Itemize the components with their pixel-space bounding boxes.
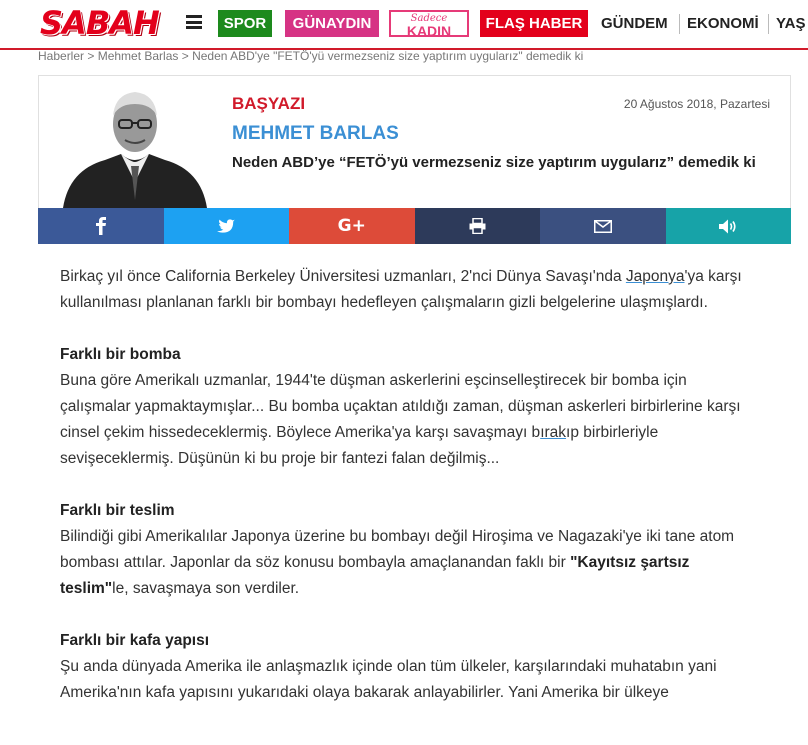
nav-gunaydin[interactable]: GÜNAYDIN [285, 10, 379, 37]
author-name[interactable]: MEHMET BARLAS [232, 123, 399, 144]
article-paragraph: Bilindiği gibi Amerikalılar Japonya üzerine bu bombayı değil Hiroşima ve Nagazaki'ye iki tane atom bombası attılar. Japonlar da söz konusu bombayla amaçlanandan faklı bir "Kayıtsız şartsız teslim"le, savaşmaya son verdiler. [60, 528, 735, 597]
article-body [60, 264, 760, 732]
nav-divider [768, 14, 769, 34]
facebook-icon [95, 217, 107, 235]
author-portrait [59, 82, 211, 208]
article-date: 20 Ağustos 2018, Pazartesi [623, 97, 770, 111]
share-bar [38, 208, 791, 244]
nav-sadece-kadin[interactable] [389, 10, 469, 37]
article-headline: Neden ABD’ye “FETÖ’yü vermezseniz size yaptırım uygularız” demedik ki [232, 154, 756, 171]
nav-yasam[interactable]: YAŞ [776, 15, 806, 32]
hamburger-menu-icon[interactable] [186, 15, 202, 29]
japonya-link[interactable]: Japonya [625, 268, 685, 285]
nav-kadin-large: KADIN [406, 23, 452, 39]
subheading-farkli-teslim: Farklı bir teslim [60, 502, 175, 519]
subheading-farkli-kafa-yapisi: Farklı bir kafa yapısı [60, 632, 210, 649]
listen-button[interactable] [666, 208, 792, 244]
nav-gundem[interactable]: GÜNDEM [601, 15, 668, 32]
twitter-icon [217, 219, 235, 234]
nav-spor[interactable]: SPOR [218, 10, 272, 37]
top-navigation [0, 0, 808, 50]
subheading-farkli-bomba: Farklı bir bomba [60, 346, 181, 363]
breadcrumb[interactable]: Haberler > Mehmet Barlas > Neden ABD'ye "FETÖ'yü vermezseniz size yaptırım uygularız" demedik ki [38, 49, 584, 63]
google-plus-share-button[interactable] [289, 208, 415, 244]
article-paragraph: Birkaç yıl önce California Berkeley Üniversitesi uzmanları, 2'nci Dünya Savaşı'nda Japonya'ya karşı kullanılması planlanan farklı bir bombayı hedefleyen çalışmaların gizli belgelerine ulaşmışlardı. [60, 268, 742, 311]
irak-link[interactable]: ırak [540, 424, 567, 441]
speaker-icon [719, 219, 737, 234]
article-paragraph: Şu anda dünyada Amerika ile anlaşmazlık içinde olan tüm ülkeler, karşılarındaki muhatabın yani Amerika'nın kafa yapısını yukarıdaki olaya bakarak anlayabilirler. Yani Amerika bir ülkeye [60, 658, 717, 701]
nav-ekonomi[interactable]: EKONOMİ [687, 15, 759, 32]
section-label[interactable]: BAŞYAZI [232, 94, 306, 113]
google-plus-icon: G+ [337, 216, 366, 236]
nav-kadin-small: Sadece [410, 13, 448, 24]
facebook-share-button[interactable] [38, 208, 164, 244]
twitter-share-button[interactable] [164, 208, 290, 244]
print-button[interactable] [415, 208, 541, 244]
nav-flas-haber[interactable]: FLAŞ HABER [480, 10, 588, 37]
sabah-logo[interactable]: SABAH [40, 4, 159, 42]
mail-icon [594, 220, 612, 233]
print-icon [469, 218, 486, 234]
nav-divider [679, 14, 680, 34]
article-paragraph: Buna göre Amerikalı uzmanlar, 1944'te düşman askerlerini eşcinselleştirecek bir bomba için çalışmalar yapmaktaymışlar... Bu bomba uçaktan atıldığı zaman, düşman askerleri birbirlerine karşı cinsel çekim hissedeceklermiş. Böylece Amerika'ya karşı savaşmayı bırakıp birbirleriyle sevişeceklermiş. Düşünün ki bu proje bir fantezi falan değilmiş... [60, 372, 741, 467]
mail-share-button[interactable] [540, 208, 666, 244]
